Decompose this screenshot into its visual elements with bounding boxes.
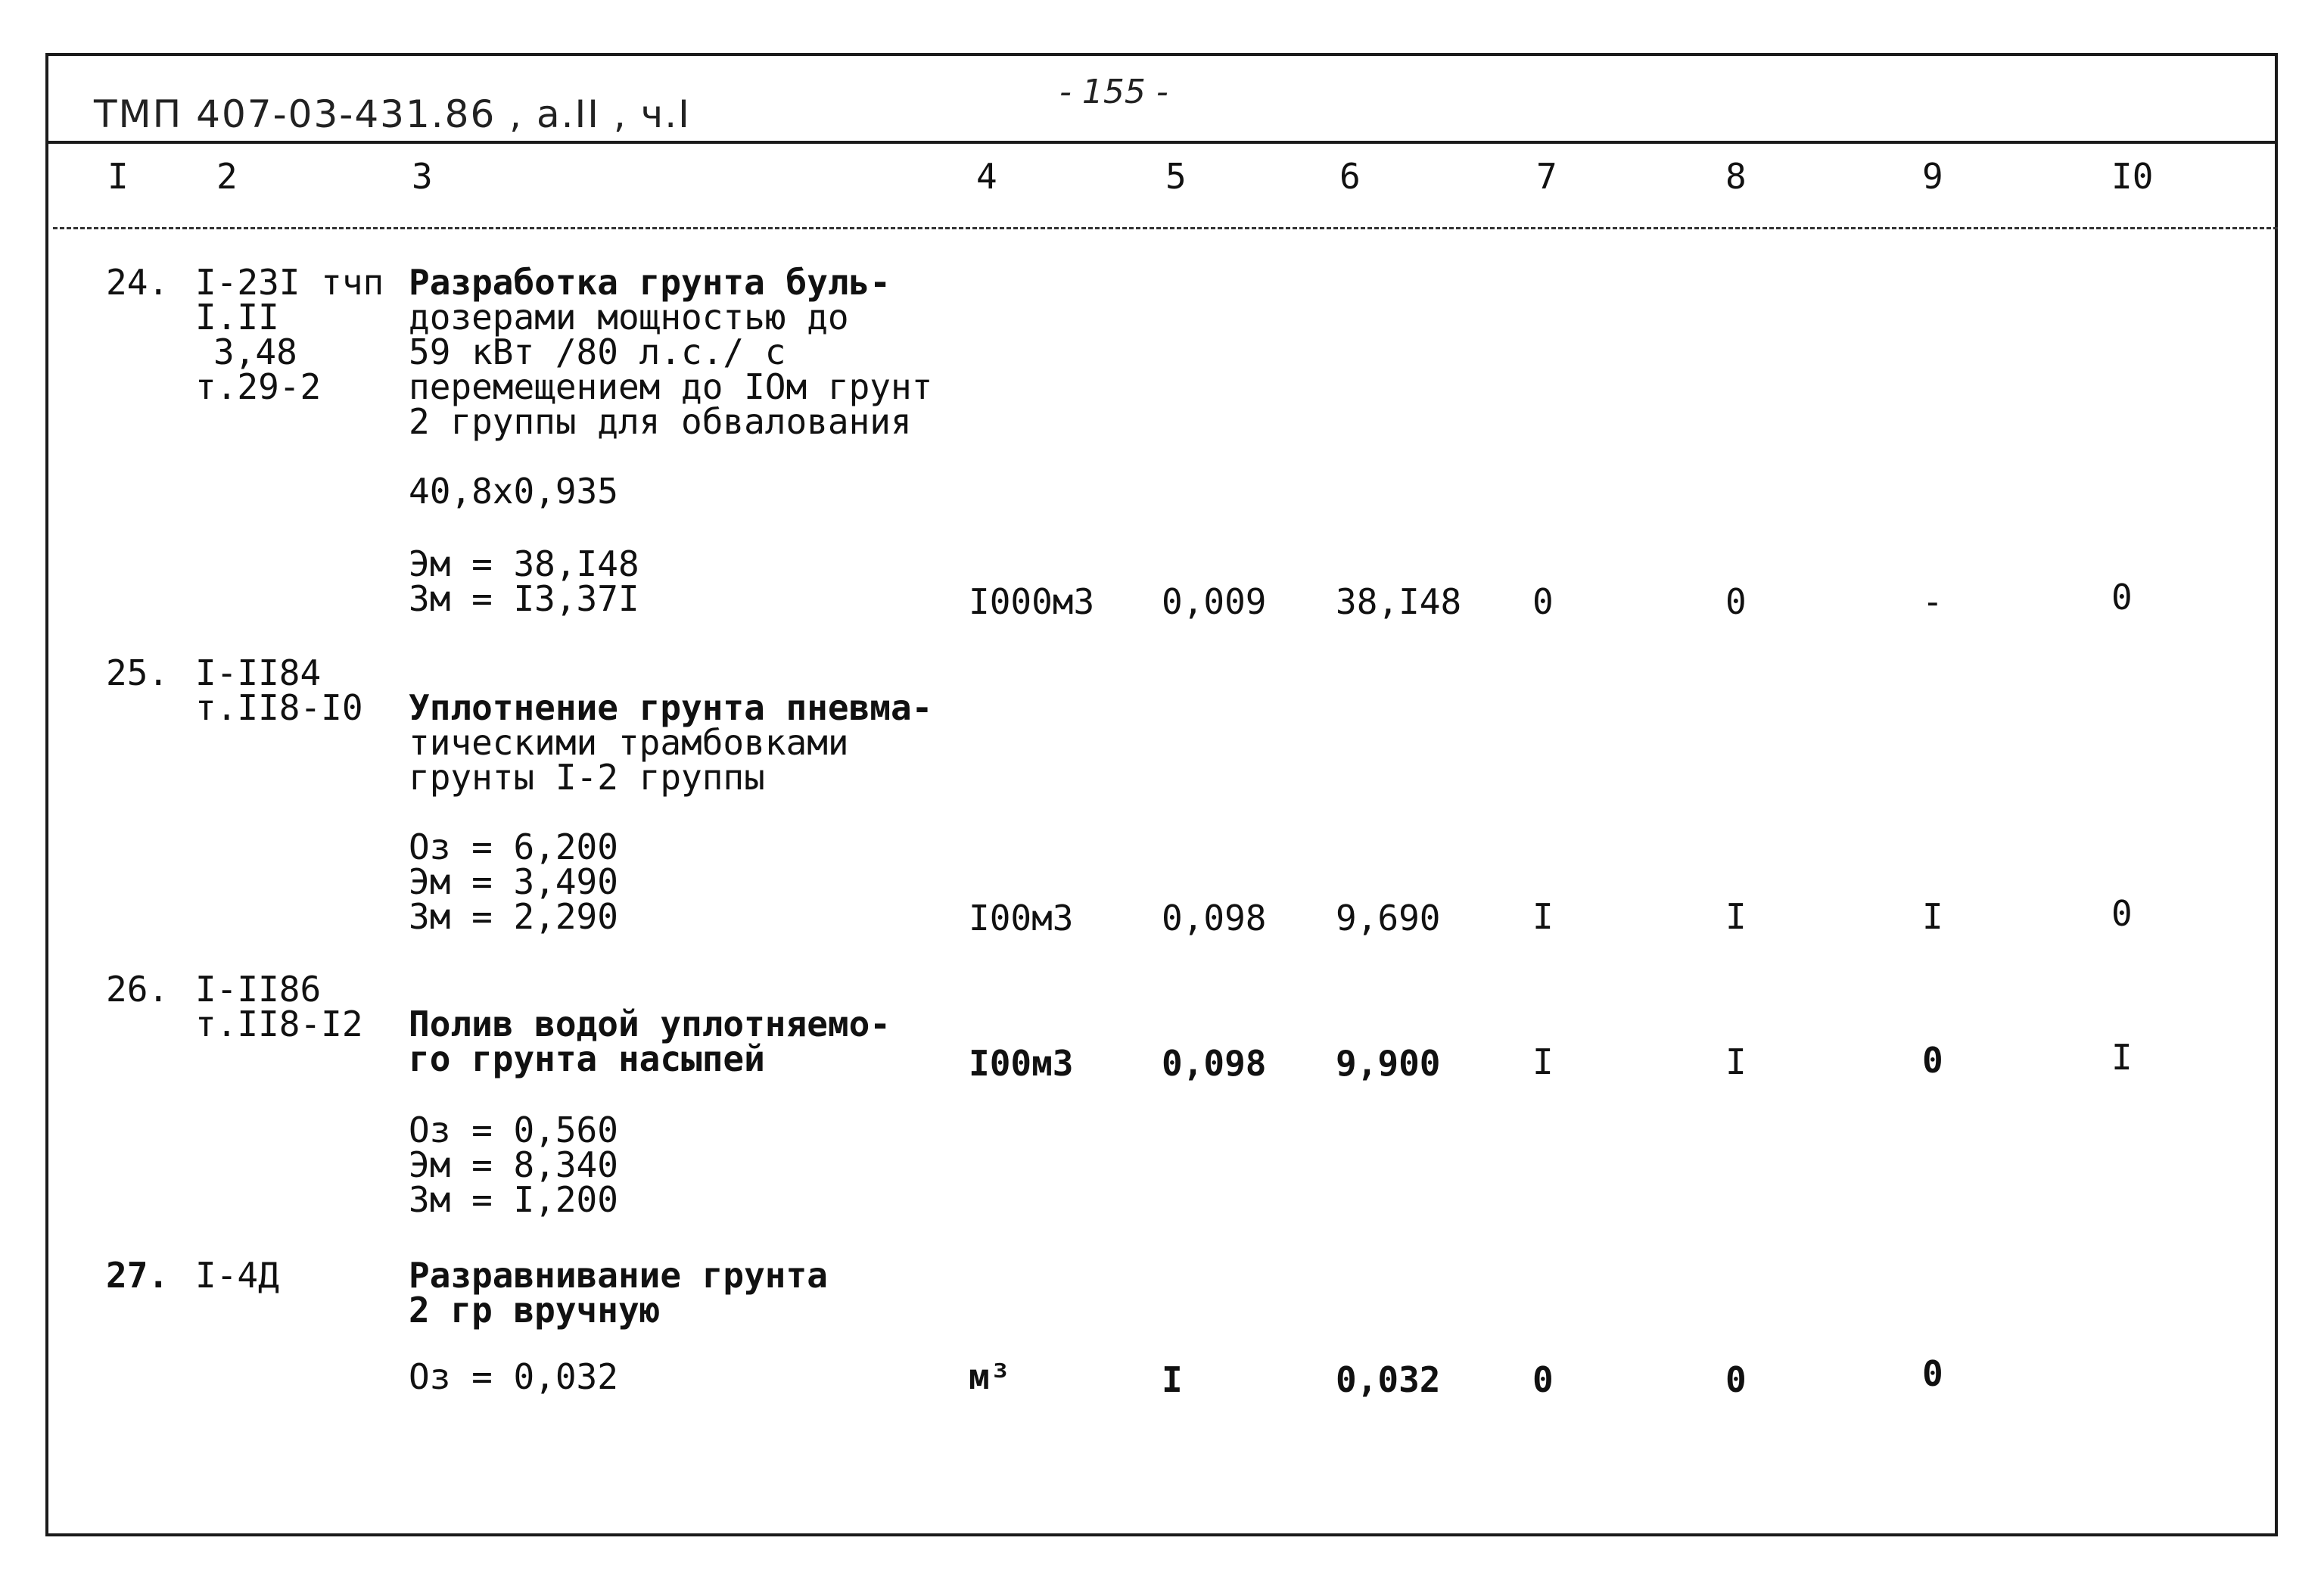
description-line: дозерами мощностью до (409, 297, 849, 338)
header-divider (45, 141, 2278, 144)
value-col-8: I (1725, 896, 1747, 937)
description-line: 2 группы для обвалования (409, 401, 912, 442)
quantity: I (1162, 1359, 1183, 1400)
value-col-8: 0 (1725, 581, 1747, 622)
column-header-9: 9 (1922, 156, 1943, 197)
quantity: 0,098 (1162, 1043, 1267, 1084)
cost-breakdown-line: Эм = 8,340 (409, 1144, 618, 1185)
calculation: 40,8x0,935 (409, 471, 618, 512)
total: 38,I48 (1336, 581, 1462, 622)
column-header-divider (53, 227, 2278, 229)
value-col-9: I (1922, 896, 1943, 937)
cost-breakdown-line: Зм = I,200 (409, 1179, 618, 1220)
value-col-7: I (1532, 1041, 1554, 1082)
description-line: го грунта насыпей (409, 1038, 765, 1079)
cost-breakdown-line: Оз = 0,560 (409, 1110, 618, 1150)
norm-code-line: т.II8-I2 (195, 1004, 363, 1044)
norm-code-line: I-23I тчп (195, 262, 384, 303)
description-line: 2 гр вручную (409, 1290, 661, 1331)
value-col-10: 0 (2111, 893, 2133, 934)
norm-code-line: I-4Д (195, 1255, 279, 1296)
column-header-10: I0 (2111, 156, 2154, 197)
document-reference: ТМП 407-03-431.86 , а.II , ч.I (94, 92, 691, 136)
quantity: 0,098 (1162, 898, 1267, 938)
total: 9,690 (1336, 898, 1441, 938)
unit-of-measure: I00м3 (969, 898, 1074, 938)
value-col-7: 0 (1532, 581, 1554, 622)
unit-of-measure: м³ (969, 1356, 1011, 1397)
total: 0,032 (1336, 1359, 1441, 1400)
total: 9,900 (1336, 1043, 1441, 1084)
value-col-9: 0 (1922, 1040, 1943, 1081)
norm-code-line: 3,48 (213, 331, 297, 372)
row-number: 24. (106, 262, 170, 303)
value-col-9: 0 (1922, 1353, 1943, 1394)
unit-of-measure: I00м3 (969, 1043, 1074, 1084)
value-col-10: 0 (2111, 577, 2133, 618)
cost-breakdown-line: Оз = 6,200 (409, 826, 618, 867)
unit-of-measure: I000м3 (969, 581, 1095, 622)
value-col-10: I (2111, 1037, 2133, 1078)
value-col-7: 0 (1532, 1359, 1554, 1400)
row-number: 25. (106, 652, 170, 693)
row-number: 26. (106, 969, 170, 1010)
column-header-7: 7 (1536, 156, 1557, 197)
cost-breakdown-line: Эм = 38,I48 (409, 543, 639, 584)
description-line: грунты I-2 группы (409, 757, 765, 798)
norm-code-line: I.II (195, 297, 279, 338)
quantity: 0,009 (1162, 581, 1267, 622)
norm-code-line: т.29-2 (195, 366, 322, 407)
column-header-5: 5 (1165, 156, 1187, 197)
description-line: Полив водой уплотняемо- (409, 1004, 891, 1044)
cost-breakdown-line: Зм = 2,290 (409, 896, 618, 937)
column-header-8: 8 (1725, 156, 1747, 197)
column-header-6: 6 (1339, 156, 1361, 197)
description-line: Разравнивание грунта (409, 1255, 828, 1296)
value-col-8: I (1725, 1041, 1747, 1082)
norm-code-line: I-II84 (195, 652, 322, 693)
description-line: 59 кВт /80 л.с./ с (409, 331, 786, 372)
value-col-7: I (1532, 896, 1554, 937)
cost-breakdown-line: Оз = 0,032 (409, 1356, 618, 1397)
norm-code-line: I-II86 (195, 969, 322, 1010)
column-header-4: 4 (976, 156, 997, 197)
cost-breakdown-line: Зм = I3,37I (409, 578, 639, 619)
description-line: Уплотнение грунта пневма- (409, 687, 933, 728)
column-header-2: 2 (216, 156, 238, 197)
column-header-3: 3 (412, 156, 433, 197)
description-line: перемещением до IОм грунт (409, 366, 933, 407)
cost-breakdown-line: Эм = 3,490 (409, 861, 618, 902)
column-header-1: I (107, 156, 129, 197)
value-col-8: 0 (1725, 1359, 1747, 1400)
page-number: - 155 - (1059, 73, 1168, 111)
description-line: Разработка грунта буль- (409, 262, 891, 303)
description-line: тическими трамбовками (409, 722, 849, 763)
row-number: 27. (106, 1255, 170, 1296)
norm-code-line: т.II8-I0 (195, 687, 363, 728)
value-col-9: - (1922, 581, 1943, 622)
